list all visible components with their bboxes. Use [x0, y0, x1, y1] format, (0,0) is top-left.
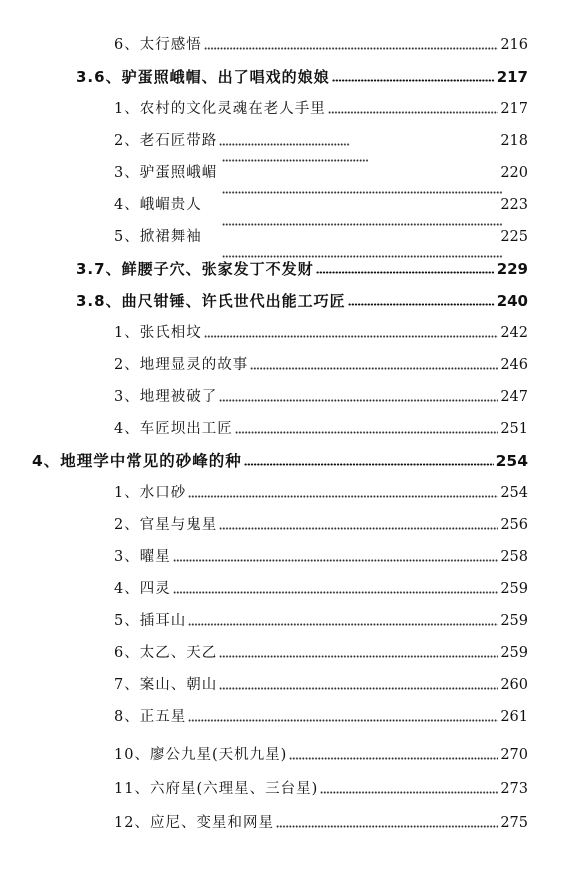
toc-entry-title: 3.8、曲尺钳锤、许氏世代出能工巧匠 [76, 292, 346, 310]
toc-entry-page: 240 [496, 292, 528, 310]
toc-entry-page: 275 [500, 815, 528, 831]
toc-entry [114, 512, 528, 534]
dot-leader [222, 159, 368, 162]
toc-entry-title: 3、曜星 [114, 549, 171, 565]
toc-entry-title: 8、正五星 [114, 709, 187, 725]
toc-entry-title: 6、太乙、天乙 [114, 645, 218, 661]
toc-entry-title: 4、地理学中常见的砂峰的种 [32, 452, 242, 470]
toc-entry-page: 259 [500, 613, 528, 629]
toc-entry [114, 352, 528, 374]
toc-entry-page: 229 [496, 260, 528, 278]
toc-entry [114, 160, 528, 182]
toc-entry-page: 254 [495, 452, 528, 470]
dot-leader [204, 335, 499, 338]
toc-entry-title: 10、廖公九星(天机九星) [114, 747, 288, 763]
toc-entry-page: 259 [500, 581, 528, 597]
toc-entry-page: 273 [500, 781, 528, 797]
dot-leader [244, 463, 494, 466]
dot-leader [250, 367, 498, 370]
toc-entry-page: 270 [500, 747, 528, 763]
toc-entry-title: 6、太行感悟 [114, 37, 202, 53]
toc-entry-title: 12、应尼、变星和网星 [114, 815, 274, 831]
toc-entry [114, 128, 528, 150]
toc-entry [114, 608, 528, 630]
toc-entry [114, 320, 528, 342]
dot-leader [219, 655, 498, 658]
toc-entry [114, 416, 528, 438]
dot-leader [188, 495, 498, 498]
dot-leader [188, 719, 498, 722]
toc-entry-page: 218 [500, 133, 528, 149]
dot-leader [222, 191, 502, 194]
toc-entry [114, 480, 528, 502]
toc-entry-title: 3、地理被破了 [114, 389, 218, 405]
toc-entry [114, 96, 528, 118]
toc-entry-page: 258 [500, 549, 528, 565]
toc-entry-page: 216 [500, 37, 528, 53]
toc-entry-title: 1、张氏相坟 [114, 325, 202, 341]
toc-entry-page: 217 [496, 68, 528, 86]
dot-leader [222, 255, 502, 258]
dot-leader [219, 527, 498, 530]
toc-entry-title: 5、插耳山 [114, 613, 187, 629]
toc-entry-page: 217 [500, 101, 528, 117]
toc-entry-page: 225 [500, 229, 528, 245]
dot-leader [320, 791, 498, 794]
toc-entry-title: 3.7、鲜腰子穴、张家发丁不发财 [76, 260, 314, 278]
toc-entry [114, 704, 528, 726]
toc-entry-page: 247 [500, 389, 528, 405]
toc-entry-title: 4、四灵 [114, 581, 171, 597]
dot-leader [348, 303, 495, 306]
dot-leader [219, 687, 498, 690]
toc-entry-title: 5、掀裙舞袖 [114, 229, 202, 245]
toc-entry-title: 1、水口砂 [114, 485, 187, 501]
toc-entry-page: 251 [500, 421, 528, 437]
dot-leader [188, 623, 498, 626]
toc-entry [114, 742, 528, 764]
toc-entry [114, 776, 528, 798]
toc-entry [114, 672, 528, 694]
toc-entry-title: 2、官星与鬼星 [114, 517, 218, 533]
dot-leader [173, 559, 499, 562]
toc-section-heading [76, 288, 528, 310]
toc-entry-page: 223 [500, 197, 528, 213]
dot-leader [289, 757, 498, 760]
toc-entry [114, 576, 528, 598]
toc-entry [114, 544, 528, 566]
dot-leader [316, 271, 495, 274]
toc-entry [114, 640, 528, 662]
toc-entry [114, 384, 528, 406]
dot-leader [173, 591, 499, 594]
dot-leader [328, 111, 499, 114]
dot-leader [204, 47, 499, 50]
toc-entry-title: 11、六府星(六理星、三台星) [114, 781, 319, 797]
toc-entry-title: 4、车匠坝出工匠 [114, 421, 233, 437]
toc-entry-page: 261 [500, 709, 528, 725]
toc-entry [114, 32, 528, 54]
toc-entry [114, 810, 528, 832]
toc-entry-title: 3、驴蛋照峨嵋 [114, 165, 218, 181]
dot-leader [235, 431, 499, 434]
toc-entry-title: 2、老石匠带路 [114, 133, 218, 149]
toc-entry-page: 242 [500, 325, 528, 341]
toc-entry-title: 1、农村的文化灵魂在老人手里 [114, 101, 326, 117]
toc-entry-title: 4、峨嵋贵人 [114, 197, 202, 213]
dot-leader [222, 223, 502, 226]
toc-entry-page: 259 [500, 645, 528, 661]
dot-leader [219, 143, 350, 146]
toc-entry-page: 220 [500, 165, 528, 181]
toc-entry-title: 2、地理显灵的故事 [114, 357, 249, 373]
dot-leader [219, 399, 498, 402]
toc-entry-page: 256 [500, 517, 528, 533]
toc-entry [114, 224, 528, 246]
toc-entry-title: 3.6、驴蛋照峨帽、出了唱戏的娘娘 [76, 68, 330, 86]
toc-entry-page: 246 [500, 357, 528, 373]
toc-entry-page: 254 [500, 485, 528, 501]
toc-section-heading [76, 64, 528, 86]
dot-leader [332, 79, 495, 82]
dot-leader [276, 825, 498, 828]
toc-entry-page: 260 [500, 677, 528, 693]
toc-entry-title: 7、案山、朝山 [114, 677, 218, 693]
toc-chapter-heading [32, 448, 528, 470]
toc-entry [114, 192, 528, 214]
toc-section-heading [76, 256, 528, 278]
